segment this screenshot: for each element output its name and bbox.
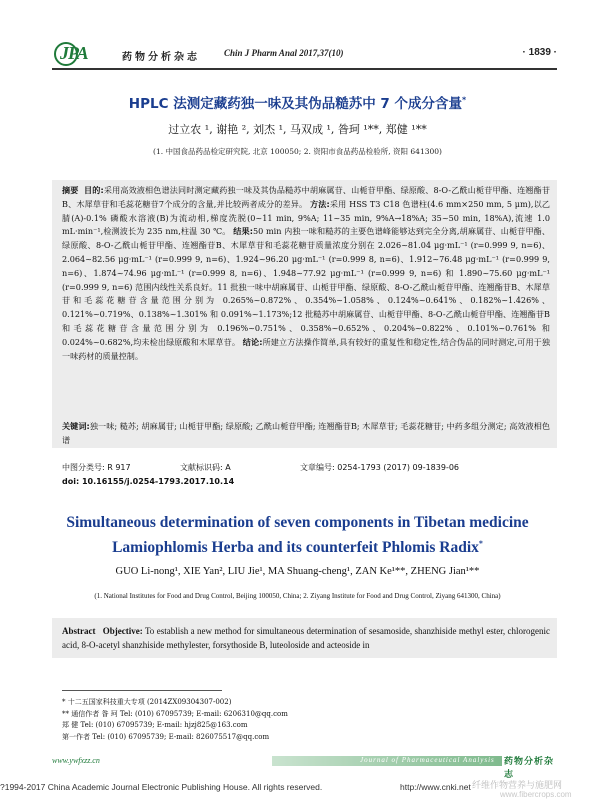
affiliations-cn: (1. 中国食品药品检定研究院, 北京 100050; 2. 资阳市食品药品检验所, 资阳 641300) (153, 147, 442, 156)
abstract-cn-label: 摘要 (62, 185, 79, 195)
watermark-url: www.fibercrops.com (500, 790, 572, 799)
cnki-link[interactable]: http://www.cnki.net (400, 782, 471, 792)
clc-number: 中图分类号: R 917 (62, 463, 131, 472)
objective-cn-label: 目的: (83, 185, 104, 195)
journal-name-en: Chin J Pharm Anal 2017,37(10) (224, 48, 344, 58)
journal-logo (52, 40, 122, 68)
objective-cn: 采用高效液相色谱法同时测定藏药独一味及其伪品糙苏中胡麻属苷、山栀苷甲酯、绿原酸、8-O-乙酰山栀苷甲酯、连翘酯苷B、木犀草苷和毛蕊花糖苷7个成分的含量,并比较两者成分的差异。 (62, 185, 550, 209)
authors-en: GUO Li-nong¹, XIE Yan², LIU Jie¹, MA Shuang-cheng¹, ZAN Ke¹**, ZHENG Jian¹** (115, 566, 480, 577)
abstract-en-text: To establish a new method for simultaneous determination of sesamoside, shanzhiside methyl ester, chlorogenic acid, 8-O-acetyl shanzhiside methylester, forsythoside B, luteoloside and acteoside in (62, 626, 551, 650)
result-cn: 50 min 内独一味和糙苏的主要色谱峰能够达到完全分离,胡麻属苷、山栀苷甲酯、绿原酸、8-O-乙酰山栀苷甲酯、连翘酯苷B、木犀草苷和毛蕊花糖苷质量浓度分别在 2.026~81.04 μg·mL⁻¹ (r=0.999 9, n=6)、2.064~82.56 μg·mL⁻¹ (r=0.999 9, n=6)、1.924~96.20 μg·mL⁻¹ (r=0.999 8, n=6)、1.912~76.48 μg·mL⁻¹ (r=0.999 9, n=6)、1.874~74.96 μg·mL⁻¹ (r=0.999 8, n=6)、1.948~77.92 μg·mL⁻¹ (r=0.999 9, n=6) 和 1.890~75.60 μg·mL⁻¹ (r=0.999 9, n=6) 范围内线性关系良好。11 批独一味中胡麻属苷、山栀苷甲酯、绿原酸、8-O-乙酰山栀苷甲酯、连翘酯苷B、木犀草苷和毛蕊花糖苷含量范围分别为 0.265%~0.872%、0.354%~1.058%、0.124%~0.641%、0.182%~1.426%、0.121%~0.719%、0.138%~1.301% 和 0.091%~1.173%;12 批糙苏中胡麻属苷、山栀苷甲酯、8-O-乙酰山栀苷甲酯、连翘酯苷B和毛蕊花糖苷含量范围分别为 0.196%~0.751%、0.358%~0.652%、0.204%~0.822%、0.101%~0.761% 和 0.024%~0.682%,均未检出绿原酸和木犀草苷。 (62, 226, 551, 347)
conclusion-cn-label: 结论: (242, 336, 263, 347)
authors-cn: 过立农 ¹, 谢艳 ², 刘杰 ¹, 马双成 ¹, 昝珂 ¹**, 郑健 ¹** (168, 123, 427, 136)
journal-name-cn: 药物分析杂志 (122, 52, 200, 63)
watermark-text: 纤维作物营养与施肥网 (472, 780, 563, 790)
article-number: 文章编号: 0254-1793 (2017) 09-1839-06 (300, 463, 460, 472)
keywords-cn (62, 420, 550, 448)
abstract-en-label: Abstract (62, 626, 96, 636)
journal-header (52, 40, 557, 68)
conclusion-cn: 所建立方法操作简单,具有较好的重复性和稳定性,结合伪品的同时测定,可用于独一味药材的质量控制。 (62, 336, 550, 361)
keywords-cn-text: 独一味; 糙苏; 胡麻属苷; 山栀苷甲酯; 绿原酸; 乙酰山栀苷甲酯; 连翘酯苷B; 木犀草苷; 毛蕊花糖苷; 中药多组分测定; 高效液相色谱 (62, 421, 550, 445)
abstract-cn (62, 184, 550, 363)
title-en-text: Simultaneous determination of seven components in Tibetan medicine Lamiophlomis Herba and its counterfeit Phlomis Radix (66, 514, 529, 557)
footnote-first-author: 第一作者 Tel: (010) 67095739; E-mail: 826075517@qq.com (62, 732, 270, 741)
doi: doi: 10.16155/j.0254-1793.2017.10.14 (62, 477, 235, 486)
footer-journal-en: Journal of Pharmaceutical Analysis (360, 756, 495, 764)
page-number: · 1839 · (522, 47, 557, 58)
document-code: 文献标识码: A (180, 463, 231, 472)
title-cn-text: HPLC 法测定藏药独一味及其伪品糙苏中 7 个成分含量 (128, 96, 462, 112)
footnote-corresponding-2: 郑 健 Tel: (010) 67095739; E-mail: hjzj825@163.com (62, 721, 248, 729)
footnote-divider (62, 690, 222, 691)
method-cn-label: 方法: (310, 198, 330, 209)
footnote-funding: * 十二五国家科技重大专项 (2014ZX09304307-002) (62, 698, 232, 706)
copyright-text: ?1994-2017 China Academic Journal Electronic Publishing House. All rights reserved. (0, 782, 323, 792)
footer-journal-cn: 药物分析杂志 (504, 757, 555, 780)
article-title-en (40, 512, 555, 558)
title-en-mark: * (478, 539, 483, 548)
result-cn-label: 结果: (233, 226, 253, 237)
affiliations-en: (1. National Institutes for Food and Drug Control, Beijing 100050, China; 2. Ziyang Institute for Food and Drug Control, Ziyang 641300, China) (94, 592, 501, 600)
journal-footer (52, 754, 557, 780)
keywords-cn-label: 关键词: (62, 421, 90, 431)
article-title-cn (40, 92, 555, 112)
title-cn-mark: * (462, 95, 467, 105)
abstract-en (62, 624, 550, 652)
objective-en-label: Objective: (102, 626, 143, 636)
footer-url[interactable]: www.ywfxzz.cn (52, 756, 100, 765)
footnote-corresponding-1: ** 通信作者 昝 珂 Tel: (010) 67095739; E-mail: 6206310@qq.com (62, 709, 288, 718)
footnotes (62, 697, 482, 743)
method-cn: 采用 HSS T3 C18 色谱柱(4.6 mm×250 mm, 5 μm),以乙腈(A)-0.1% 磷酸水溶液(B)为流动相,梯度洗脱(0~11 min, 9%A; 11~35 min, 9%A→18%A; 35~50 min, 18%A),流速 1.0 mL·min⁻¹,检测波长为 235 nm,柱温 30 ℃。 (62, 198, 550, 237)
logo-text: JPA (60, 43, 88, 63)
header-divider (52, 68, 557, 70)
